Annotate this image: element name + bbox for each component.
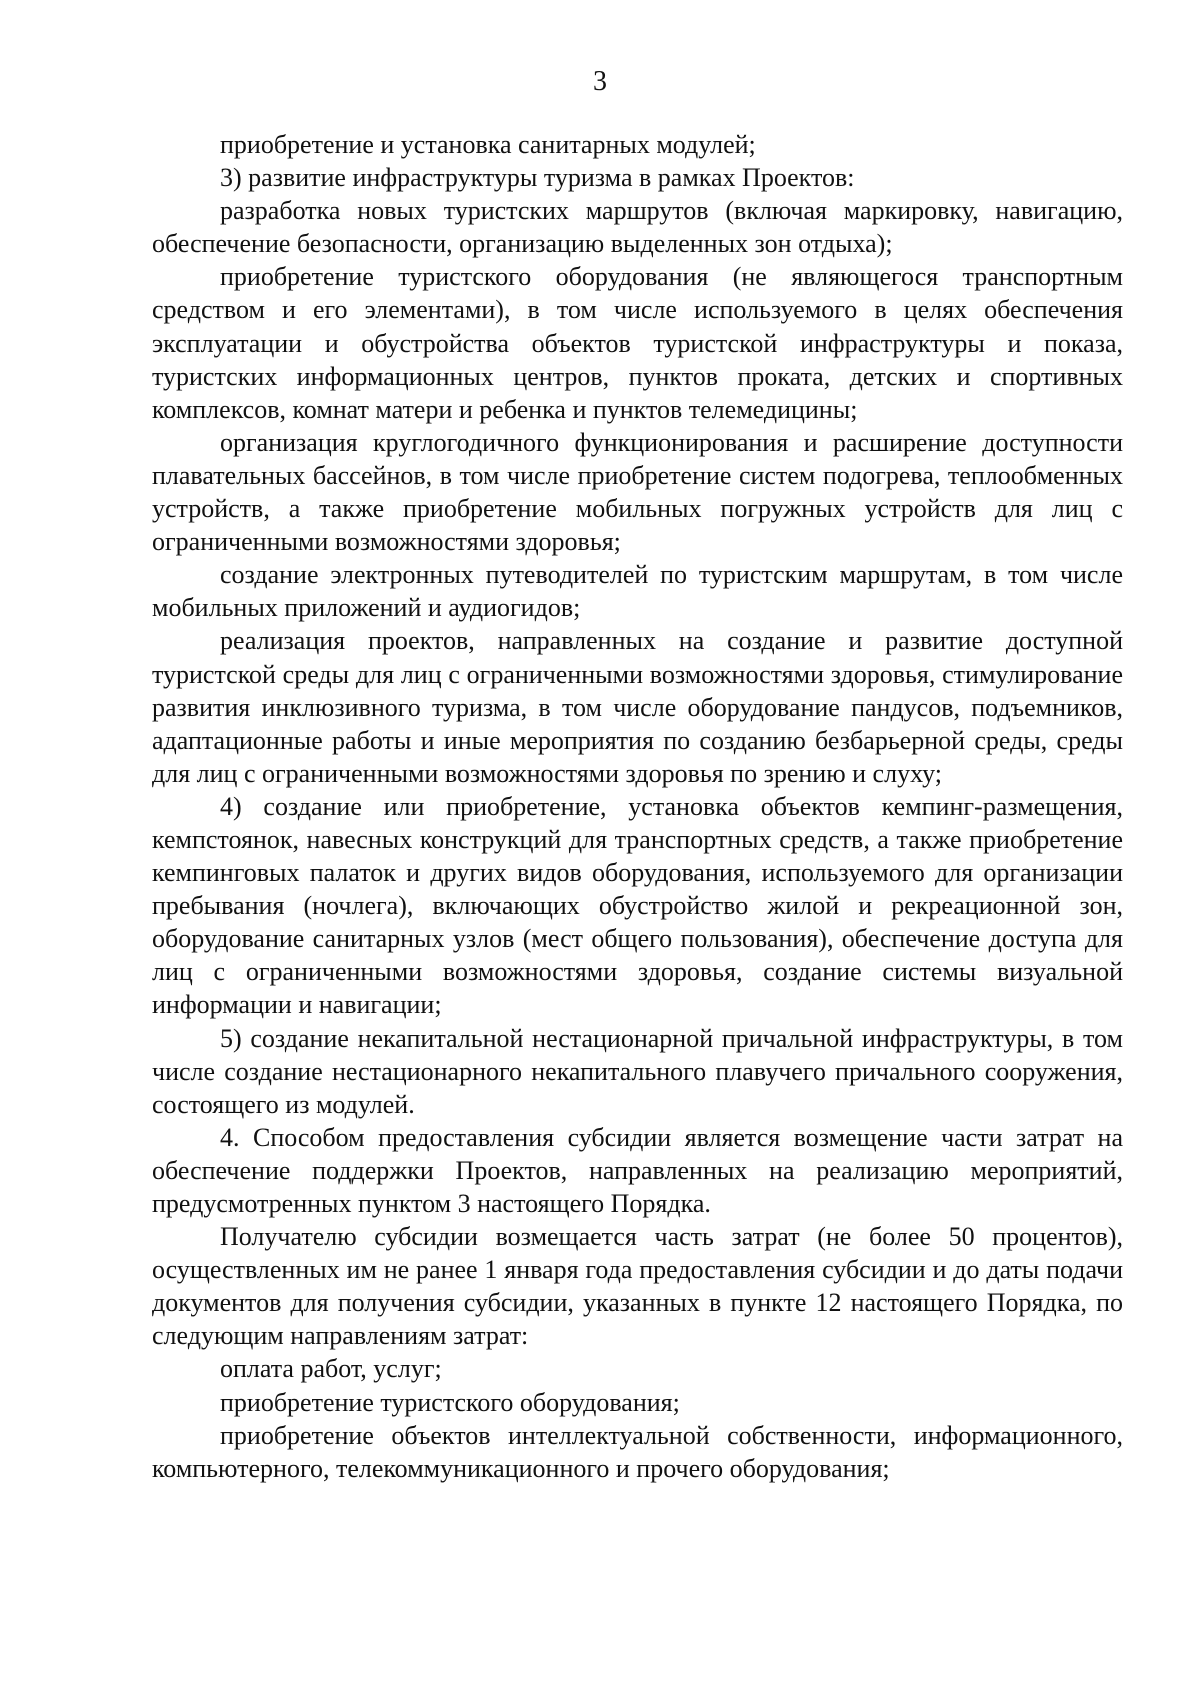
page-number: 3 xyxy=(593,66,607,97)
paragraph: 4) создание или приобретение, установка объектов кемпинг-размещения, кемпстоянок, навесных конструкций для транспортных средств, а также приобретение кемпинговых палаток и других видов оборудования, используемого для организации пребывания (ночлега), включающих обустройство жилой и рекреационной зон, оборудование санитарных узлов (мест общего пользования), обеспечение доступа для лиц с ограниченными возможностями здоровья, создание системы визуальной информации и навигации; xyxy=(152,791,1123,1020)
paragraph: приобретение и установка санитарных модулей; xyxy=(220,130,756,159)
paragraph: 4. Способом предоставления субсидии является возмещение части затрат на обеспечение поддержки Проектов, направленных на реализацию мероприятий, предусмотренных пунктом 3 настоящего Порядка. xyxy=(152,1122,1123,1218)
paragraph: Получателю субсидии возмещается часть затрат (не более 50 процентов), осуществленных им не ранее 1 января года предоставления субсидии и до даты подачи документов для получения субсидии, указанных в пункте 12 настоящего Порядка, по следующим направлениям затрат: xyxy=(152,1222,1123,1351)
paragraph: приобретение туристского оборудования (не являющегося транспортным средством и его элементами), в том числе используемого в целях обеспечения эксплуатации и обустройства объектов туристской инфраструктуры и показа, туристских информационных центров, пунктов проката, детских и спортивных комплексов, комнат матери и ребенка и пунктов телемедицины; xyxy=(152,262,1123,424)
paragraph: 5) создание некапитальной нестационарной причальной инфраструктуры, в том числе создание нестационарного некапитального плавучего причального сооружения, состоящего из модулей. xyxy=(152,1023,1123,1119)
paragraph: оплата работ, услуг; xyxy=(220,1354,442,1384)
paragraph: 3) развитие инфраструктуры туризма в рамках Проектов: xyxy=(220,163,855,193)
paragraph: организация круглогодичного функционирования и расширение доступности плавательных бассейнов, в том числе приобретение систем подогрева, теплообменных устройств, а также приобретение мобильных погружных устройств для лиц с ограниченными возможностями здоровья; xyxy=(152,427,1123,557)
paragraph: создание электронных путеводителей по туристским маршрутам, в том числе мобильных приложений и аудиогидов; xyxy=(152,560,1123,623)
paragraph: приобретение объектов интеллектуальной собственности, информационного, компьютерного, телекоммуникационного и прочего оборудования; xyxy=(152,1420,1123,1483)
paragraph: приобретение туристского оборудования; xyxy=(220,1387,680,1417)
document-body xyxy=(152,128,1123,1485)
paragraph: разработка новых туристских маршрутов (включая маркировку, навигацию, обеспечение безопасности, организацию выделенных зон отдыха); xyxy=(152,196,1123,259)
paragraph: реализация проектов, направленных на создание и развитие доступной туристской среды для лиц с ограниченными возможностями здоровья, стимулирование развития инклюзивного туризма, в том числе оборудование пандусов, подъемников, адаптационные работы и иные мероприятия по созданию безбарьерной среды, среды для лиц с ограниченными возможностями здоровья по зрению и слуху; xyxy=(152,626,1123,788)
